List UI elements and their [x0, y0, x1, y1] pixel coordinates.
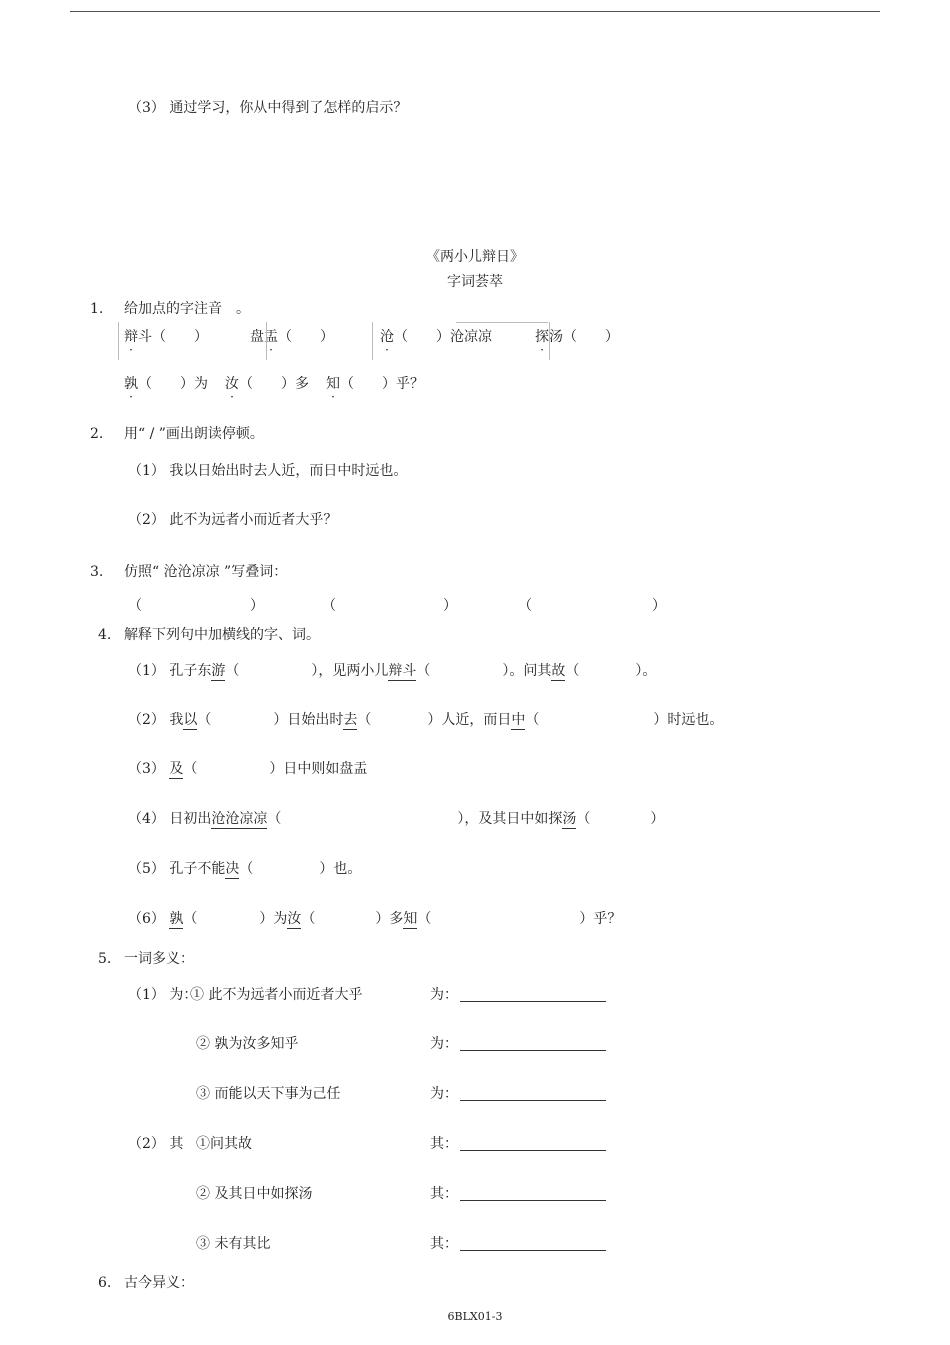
q1-item-4: 探汤（ ）	[535, 329, 619, 345]
q4-line-3: （3） 及（ ）日中则如盘盂	[128, 761, 368, 777]
q1-item-3: 沧（ ）沧凉凉	[380, 329, 492, 345]
q6-number: 6.	[98, 1275, 112, 1291]
box-line	[549, 322, 550, 360]
q5-g1-answer-3: 为：	[430, 1087, 606, 1101]
blank-close: ）	[250, 598, 264, 614]
box-line	[456, 322, 548, 323]
blank-open: （	[322, 598, 336, 614]
section-subtitle: 字词荟萃	[447, 274, 503, 290]
q2-number: 2.	[90, 426, 104, 442]
q1-item-1: 辩斗（ ）	[124, 329, 208, 345]
q5-g2-answer-3: 其：	[430, 1237, 606, 1251]
q5-g1-item-2: ② 孰为汝多知乎	[196, 1036, 299, 1052]
q4-line-6: （6） 孰（ ）为汝（ ）多知（ ）乎？	[128, 911, 622, 927]
q2-prompt: 用“ / ”画出朗读停顿。	[124, 426, 264, 442]
blank-close: ）	[652, 598, 666, 614]
blank-open: （	[128, 598, 142, 614]
q1-prompt: 给加点的字注音 。	[124, 301, 250, 317]
q5-group-1-label: （1） 为：	[128, 987, 198, 1003]
q3-number: 3.	[90, 564, 104, 580]
box-line	[266, 322, 267, 360]
q1-item-5: 孰（ ）为	[124, 376, 208, 392]
blank-open: （	[518, 598, 532, 614]
q5-g2-answer-2: 其：	[430, 1187, 606, 1201]
page-footer: 6BLX01-3	[447, 1310, 503, 1323]
q5-g2-answer-1: 其：	[430, 1137, 606, 1151]
q4-line-4: （4） 日初出沧沧凉凉（ ），及其日中如探汤（ ）	[128, 811, 665, 827]
q1-item-2: 盘盂（ ）	[250, 329, 334, 345]
q5-g2-item-2: ② 及其日中如探汤	[196, 1186, 313, 1202]
q1-item-7: 知（ ）乎？	[326, 376, 424, 392]
lesson-title: 《两小儿辩日》	[426, 249, 524, 265]
q1-number: 1.	[90, 301, 104, 317]
q5-number: 5.	[98, 951, 112, 967]
q2-sentence-1: （1） 我以日始出时去人近，而日中时远也。	[128, 463, 408, 479]
q4-line-2: （2） 我以（ ）日始出时去（ ）人近，而日中（ ）时远也。	[128, 712, 724, 728]
q5-g1-item-3: ③ 而能以天下事为己任	[196, 1086, 341, 1102]
q4-prompt: 解释下列句中加横线的字、词。	[124, 627, 320, 643]
blank-close: ）	[443, 598, 457, 614]
top-rule	[70, 11, 880, 12]
box-line	[118, 322, 119, 360]
q5-group-2-label: （2） 其	[128, 1136, 184, 1152]
q5-g1-answer-2: 为：	[430, 1037, 606, 1051]
q1-item-6: 汝（ ）多	[225, 376, 309, 392]
q2-sentence-2: （2） 此不为远者小而近者大乎？	[128, 512, 338, 528]
q4-line-1: （1） 孔子东游（ ），见两小儿辩斗（ ）。问其故（ ）。	[128, 663, 657, 679]
q5-g1-answer-1: 为：	[430, 988, 606, 1002]
box-line	[372, 322, 373, 360]
q5-g2-item-1: ①问其故	[196, 1136, 252, 1152]
q5-g1-item-1: ① 此不为远者小而近者大乎	[190, 987, 363, 1003]
q4-line-5: （5） 孔子不能决（ ）也。	[128, 861, 362, 877]
q5-prompt: 一词多义：	[124, 951, 194, 967]
prev-question-3: （3） 通过学习，你从中得到了怎样的启示？	[128, 100, 408, 116]
q6-prompt: 古今异义：	[124, 1275, 194, 1291]
q3-prompt: 仿照“ 沧沧凉凉 ”写叠词：	[124, 564, 288, 580]
q5-g2-item-3: ③ 未有其比	[196, 1236, 271, 1252]
q4-number: 4.	[98, 627, 112, 643]
